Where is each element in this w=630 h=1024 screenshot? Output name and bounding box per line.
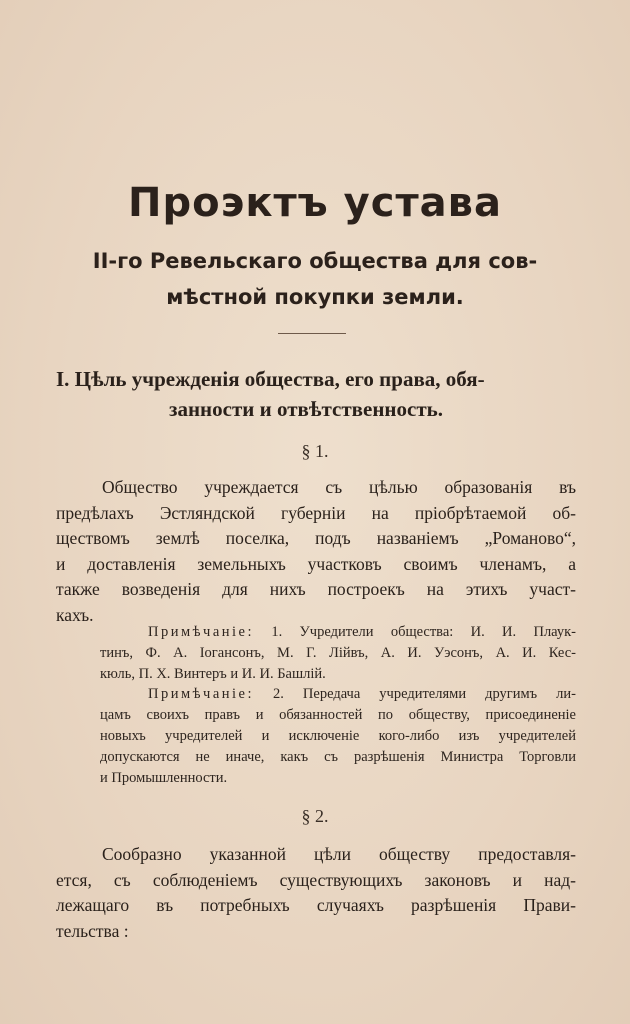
paragraph-mark-1: § 1.: [301, 441, 329, 461]
paragraph-2-line: тельства :: [56, 920, 129, 941]
paragraph-mark-2: § 2.: [301, 806, 329, 826]
document-subtitle: [0, 243, 630, 315]
document-title: Проэктъ устава: [128, 180, 502, 226]
subtitle-line-1: II-го Ревельскаго общества для сов-: [92, 249, 538, 273]
paragraph-2-line: лежащаго въ потребныхъ случаяхъ разрѣшенія Прави-: [56, 895, 576, 915]
note-2-line: новыхъ учредителей и исключеніе кого-либо изъ учредителей: [100, 728, 576, 744]
note-2-line: и Промышленности.: [100, 770, 228, 786]
note-2-line: допускаются не иначе, какъ съ разрѣшенія Министра Торговли: [100, 749, 576, 765]
note-1-line: тинъ, Ф. А. Іогансонъ, М. Г. Лійвъ, А. И. Уэсонъ, А. И. Кес-: [100, 645, 576, 661]
note-1-label: Примѣчаніе:: [148, 624, 255, 640]
note-2-text: 2. Передача учредителями другимъ ли-: [273, 686, 576, 702]
section-heading: [56, 364, 576, 424]
note-2-label: Примѣчаніе:: [148, 686, 255, 702]
paragraph-1-line: ществомъ землѣ поселка, подъ названіемъ „Романово“,: [56, 528, 576, 548]
paragraph-2-line: ется, съ соблюденіемъ существующихъ законовъ и над-: [56, 869, 576, 890]
paragraph-1-text: [56, 475, 576, 628]
note-1-line: [100, 622, 576, 643]
note-1: [100, 622, 576, 685]
section-heading-line-1: I. Цѣль учрежденія общества, его права, обя-: [56, 367, 485, 391]
note-2: [100, 684, 576, 789]
paragraph-1-line: Общество учреждается съ цѣлью образованія въ: [102, 477, 576, 497]
note-2-line: цамъ своихъ правъ и обязанностей по обществу, присоединеніе: [100, 707, 576, 723]
paragraph-2-line: Сообразно указанной цѣли обществу предоставля-: [102, 844, 576, 864]
paragraph-1-line: и доставленія земельныхъ участковъ своимъ членамъ, а: [56, 553, 576, 574]
title-divider: [278, 333, 346, 334]
subtitle-line-2: мѣстной покупки земли.: [166, 285, 464, 309]
note-1-line: кюль, П. Х. Винтеръ и И. И. Башлій.: [100, 666, 326, 682]
note-1-text: 1. Учредители общества: И. И. Плаук-: [271, 624, 576, 640]
paragraph-2-text: [56, 842, 576, 944]
paragraph-1-line: также возведенія для нихъ построекъ на этихъ участ-: [56, 579, 576, 599]
paragraph-1-line: кахъ.: [56, 604, 94, 625]
note-2-line: [100, 684, 576, 705]
paragraph-1-line: предѣлахъ Эстляндской губерніи на пріобрѣтаемой об-: [56, 502, 576, 523]
section-heading-line-2: занности и отвѣтственность.: [169, 397, 444, 421]
